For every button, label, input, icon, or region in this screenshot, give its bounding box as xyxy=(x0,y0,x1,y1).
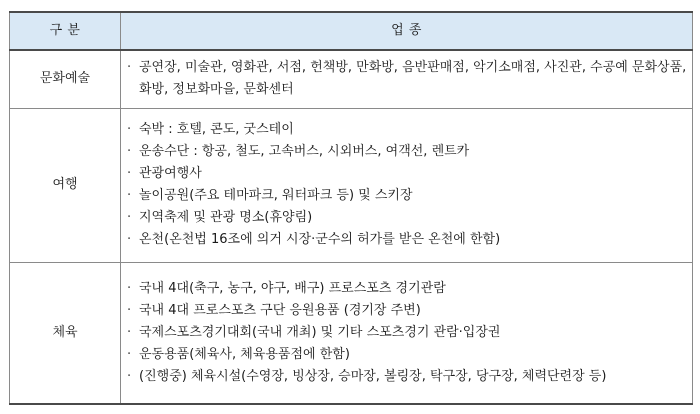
category-cell: 체육 xyxy=(10,262,121,404)
list-item xyxy=(127,185,688,207)
list-item-text: 온천(온천법 16조에 의거 시장·군수의 허가를 받은 온천에 한함) xyxy=(139,232,501,247)
list-item-text: 공연장, 미술관, 영화관, 서점, 헌책방, 만화방, 음반판매점, 악기소매점, 사진관, 수공예 문화상품, 화방, 정보화마을, 문화센터 xyxy=(139,60,687,98)
bullet-dot: · xyxy=(127,166,132,181)
business-cell xyxy=(121,262,693,404)
list-item xyxy=(127,207,688,229)
business-category-table xyxy=(9,11,693,405)
list-item xyxy=(127,344,688,366)
list-item xyxy=(127,141,688,163)
list-item xyxy=(127,322,688,344)
bullet-dot: · xyxy=(127,188,132,203)
business-cell xyxy=(121,50,693,108)
table-header-row xyxy=(10,12,693,50)
list-item-text: 놀이공원(주요 테마파크, 워터파크 등) 및 스키장 xyxy=(139,188,413,203)
business-list xyxy=(127,57,688,101)
list-item xyxy=(127,57,688,101)
business-cell xyxy=(121,108,693,262)
bullet-dot: · xyxy=(127,60,132,76)
list-item-text: 지역축제 및 관광 명소(휴양림) xyxy=(139,210,313,225)
category-cell: 문화예술 xyxy=(10,50,121,108)
list-item-text: 운동용품(체육사, 체육용품점에 한함) xyxy=(139,346,350,362)
list-item xyxy=(127,366,688,388)
list-item-text: (진행중) 체육시설(수영장, 빙상장, 승마장, 볼링장, 탁구장, 당구장, 체력단련장 등) xyxy=(139,368,607,384)
list-item-text: 국제스포츠경기대회(국내 개최) 및 기타 스포츠경기 관람·입장권 xyxy=(139,324,501,340)
bullet-dot: · xyxy=(127,346,132,362)
bullet-dot: · xyxy=(127,144,132,159)
bullet-dot: · xyxy=(127,368,132,384)
table-row-culture xyxy=(10,50,693,108)
bullet-dot: · xyxy=(127,280,132,296)
header-business: 업 종 xyxy=(121,12,693,50)
business-list xyxy=(127,119,688,251)
list-item xyxy=(127,119,688,141)
list-item-text: 국내 4대 프로스포츠 구단 응원용품 (경기장 주변) xyxy=(139,302,421,318)
list-item-text: 국내 4대(축구, 농구, 야구, 배구) 프로스포츠 경기관람 xyxy=(139,280,446,296)
business-list xyxy=(127,278,688,388)
bullet-dot: · xyxy=(127,302,132,318)
category-cell: 여행 xyxy=(10,108,121,262)
list-item-text: 운송수단 : 항공, 철도, 고속버스, 시외버스, 여객선, 렌트카 xyxy=(139,144,470,159)
list-item xyxy=(127,300,688,322)
table-row-sports xyxy=(10,262,693,404)
list-item xyxy=(127,229,688,251)
table-row-travel xyxy=(10,108,693,262)
list-item-text: 숙박 : 호텔, 콘도, 굿스테이 xyxy=(139,122,294,137)
list-item xyxy=(127,278,688,300)
bullet-dot: · xyxy=(127,210,132,225)
header-category: 구 분 xyxy=(10,12,121,50)
bullet-dot: · xyxy=(127,232,132,247)
list-item xyxy=(127,163,688,185)
bullet-dot: · xyxy=(127,324,132,340)
bullet-dot: · xyxy=(127,122,132,137)
list-item-text: 관광여행사 xyxy=(139,166,202,181)
